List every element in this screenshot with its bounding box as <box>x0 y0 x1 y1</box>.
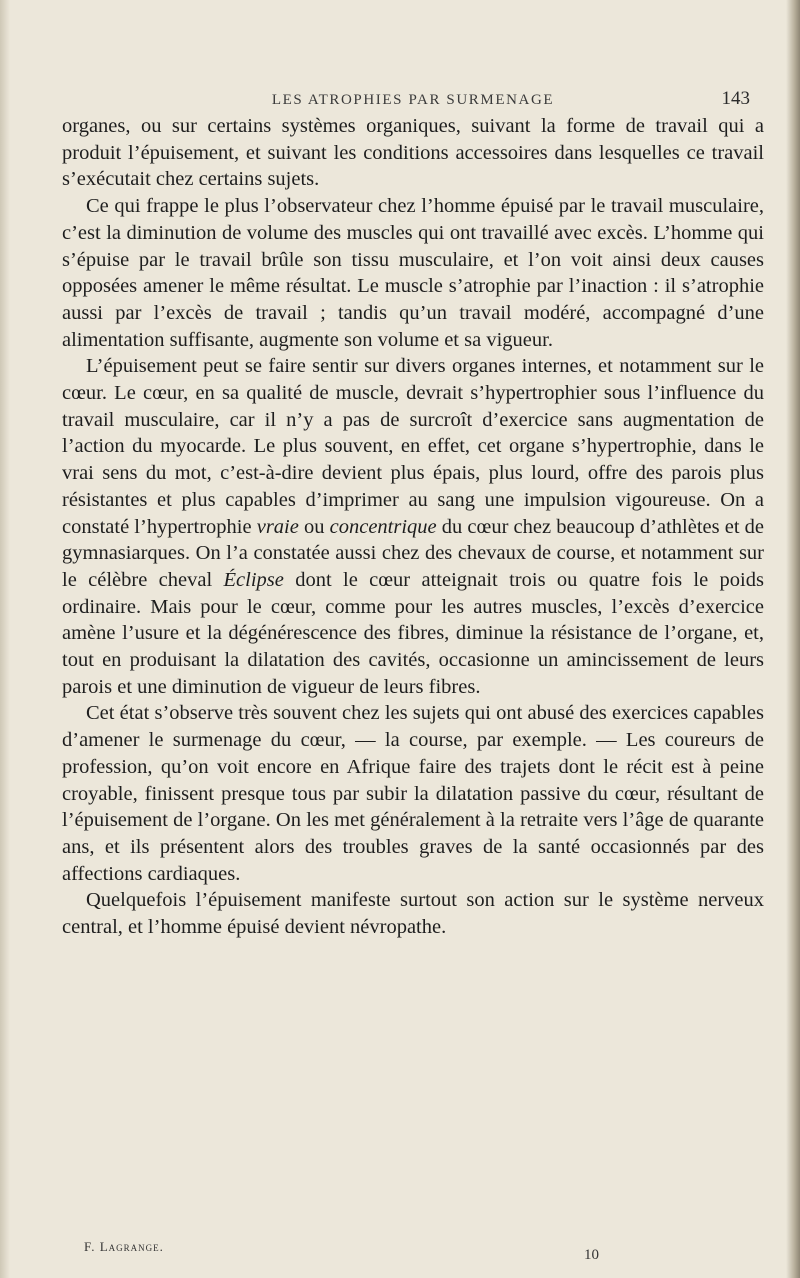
page-left-edge <box>0 0 10 1278</box>
italic-eclipse: Éclipse <box>223 568 284 591</box>
paragraph-2: Ce qui frappe le plus l’observateur chez l’homme épuisé par le travail musculaire, c’est la diminution de volume des muscles qui ont travaillé avec excès. L’homme qui s’épuise par le travail brûle son tissu musculaire, et l’on voit ainsi deux causes opposées amener le même résultat. Le muscle s’atrophie par l’inaction : il s’atrophie aussi par l’excès de travail ; tandis qu’un travail modéré, accompagné d’une alimentation suffisante, augmente son volume et sa vigueur. <box>62 195 764 351</box>
page-number: 143 <box>721 88 750 109</box>
page-footer <box>84 1239 764 1269</box>
body-text <box>62 113 764 941</box>
paragraph-3-text-c: du cœur chez beaucoup d’athlètes et de gymnasiarques. On l’a constatée aussi chez des chevaux de course, et notamment sur le célèbre cheval <box>62 515 765 591</box>
page-binding-edge <box>786 0 800 1278</box>
running-head: LES ATROPHIES PAR SURMENAGE <box>271 92 555 108</box>
page-header <box>62 88 764 114</box>
paragraph-5: Quelquefois l’épuisement manifeste surtout son action sur le système nerveux central, et l’homme épuisé devient névropathe. <box>62 889 764 939</box>
paragraph-3-text-d: dont le cœur atteignait trois ou quatre fois le poids ordinaire. Mais pour le cœur, comme pour les autres muscles, l’excès d’exercice amène l’usure et la dégénérescence des fibres, diminue la résistance de l’organe, et, tout en produisant la dilatation des cavités, occasionne un amincissement de leurs parois et une diminution de vigueur de leurs fibres. <box>62 568 764 698</box>
paragraph-3-text-a: L’épuisement peut se faire sentir sur divers organes internes, et notamment sur le cœur. Le cœur, en sa qualité de muscle, devrait s’hypertrophier sous l’influence du travail musculaire, car il n’y a pas de surcroît d’exercice sans augmentation de l’action du myocarde. Le plus souvent, en effet, cet organe s’hypertrophie, dans le vrai sens du mot, c’est-à-dire devient plus épais, plus lourd, offre des parois plus résistantes et plus capables d’imprimer au sang une impulsion vigoureuse. On a constaté l’hypertrophie <box>62 355 764 538</box>
paragraph-4: Cet état s’observe très souvent chez les sujets qui ont abusé des exercices capables d’amener le surmenage du cœur, — la course, par exemple. — Les coureurs de profession, qu’on voit encore en Afrique faire des trajets dont le récit est à peine croyable, finissent presque tous par subir la dilatation passive du cœur, résultant de l’épuisement de l’organe. On les met généralement à la retraite vers l’âge de quarante ans, et ils présentent alors des troubles graves de la santé occasionnés par des affections cardiaques. <box>62 702 764 885</box>
paragraph-3 <box>62 353 764 700</box>
paragraph-1: organes, ou sur certains systèmes organiques, suivant la forme de travail qui a produit l’épuisement, et suivant les conditions accessoires dans lesquelles ce travail s’exécutait chez certains sujets. <box>62 115 764 191</box>
signature-number: 10 <box>584 1247 599 1263</box>
signature-mark: F. Lagrange. <box>84 1239 164 1254</box>
italic-concentrique: concentrique <box>329 515 437 538</box>
paragraph-3-text-b: ou <box>298 515 330 538</box>
italic-vraie: vraie <box>256 515 299 538</box>
